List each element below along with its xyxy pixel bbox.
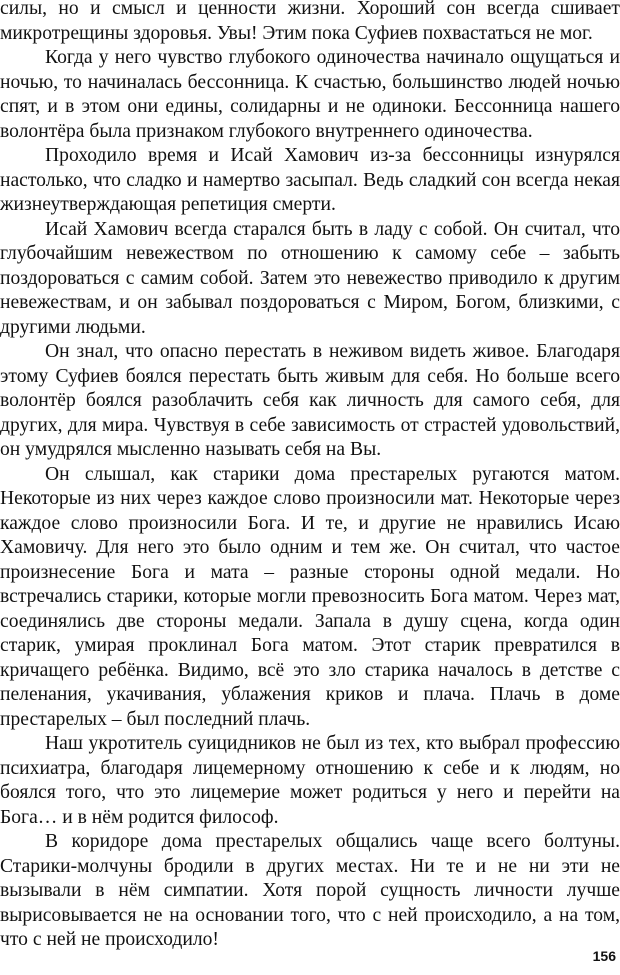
page-number: 156 [592,948,616,964]
paragraph-1: силы, но и смысл и ценности жизни. Хороший сон всегда сшивает микротрещины здоровья. Увы! Этим пока Суфиев похвастаться не мог. [0,0,620,44]
paragraph-3: Проходило время и Исай Хамович из-за бессонницы изнурялся настолько, что сладко и намертво засыпал. Ведь сладкий сон всегда некая жизнеутверждающая репетиция смерти. [0,145,620,215]
paragraph-2: Когда у него чувство глубокого одиночества начинало ощущаться и ночью, то начиналась бессонница. К счастью, большинство людей ночью спят, и в этом они едины, солидарны и не одиноки. Бессонница нашего волонтёра была признаком глубокого внутреннего одиночества. [0,47,620,142]
paragraph-7: Наш укротитель суицидников не был из тех, кто выбрал профессию психиатра, благодаря лицемерному отношению к себе и к людям, но боялся того, что это лицемерие может родиться у него и перейти на Бога… и в нём родится философ. [0,733,620,828]
paragraph-8: В коридоре дома престарелых общались чаще всего болтуны. Старики-молчуны бродили в других местах. Ни те и не ни эти не вызывали в нём симпатии. Хотя порой сущность личности лучше вырисовывается не на основании того, что с ней происходило, а на том, что с ней не происходило! [0,831,620,950]
paragraph-6: Он слышал, как старики дома престарелых ругаются матом. Некоторые из них через каждое слово произносили мат. Некоторые через каждое слово произносили Бога. И те, и другие не нравились Исаю Хамовичу. Для него это было одним и тем же. Он считал, что частое произнесение Бога и мата – разные стороны одной медали. Но встречались старики, которые могли превозносить Бога матом. Через мат, соединялись две стороны медали. Запала в душу сцена, когда один старик, умирая проклинал Бога матом. Этот старик превратился в кричащего ребёнка. Видимо, всё это зло старика началось в детстве с пеленания, укачивания, ублажения криков и плача. Плачь в доме престарелых – был последний плачь. [0,463,620,730]
paragraph-5: Он знал, что опасно перестать в неживом видеть живое. Благодаря этому Суфиев боялся перестать быть живым для себя. Но больше всего волонтёр боялся разоблачить себя как личность для самого себя, для других, для мира. Чувствуя в себе зависимость от страстей удовольствий, он умудрялся мысленно называть себя на Вы. [0,341,620,460]
paragraph-4: Исай Хамович всегда старался быть в ладу с собой. Он считал, что глубочайшим невежеством по отношению к самому себе – забыть поздороваться с самим собой. Затем это невежество приводило к другим невежествам, и он забывал поздороваться с Миром, Богом, близкими, с другими людьми. [0,218,620,338]
